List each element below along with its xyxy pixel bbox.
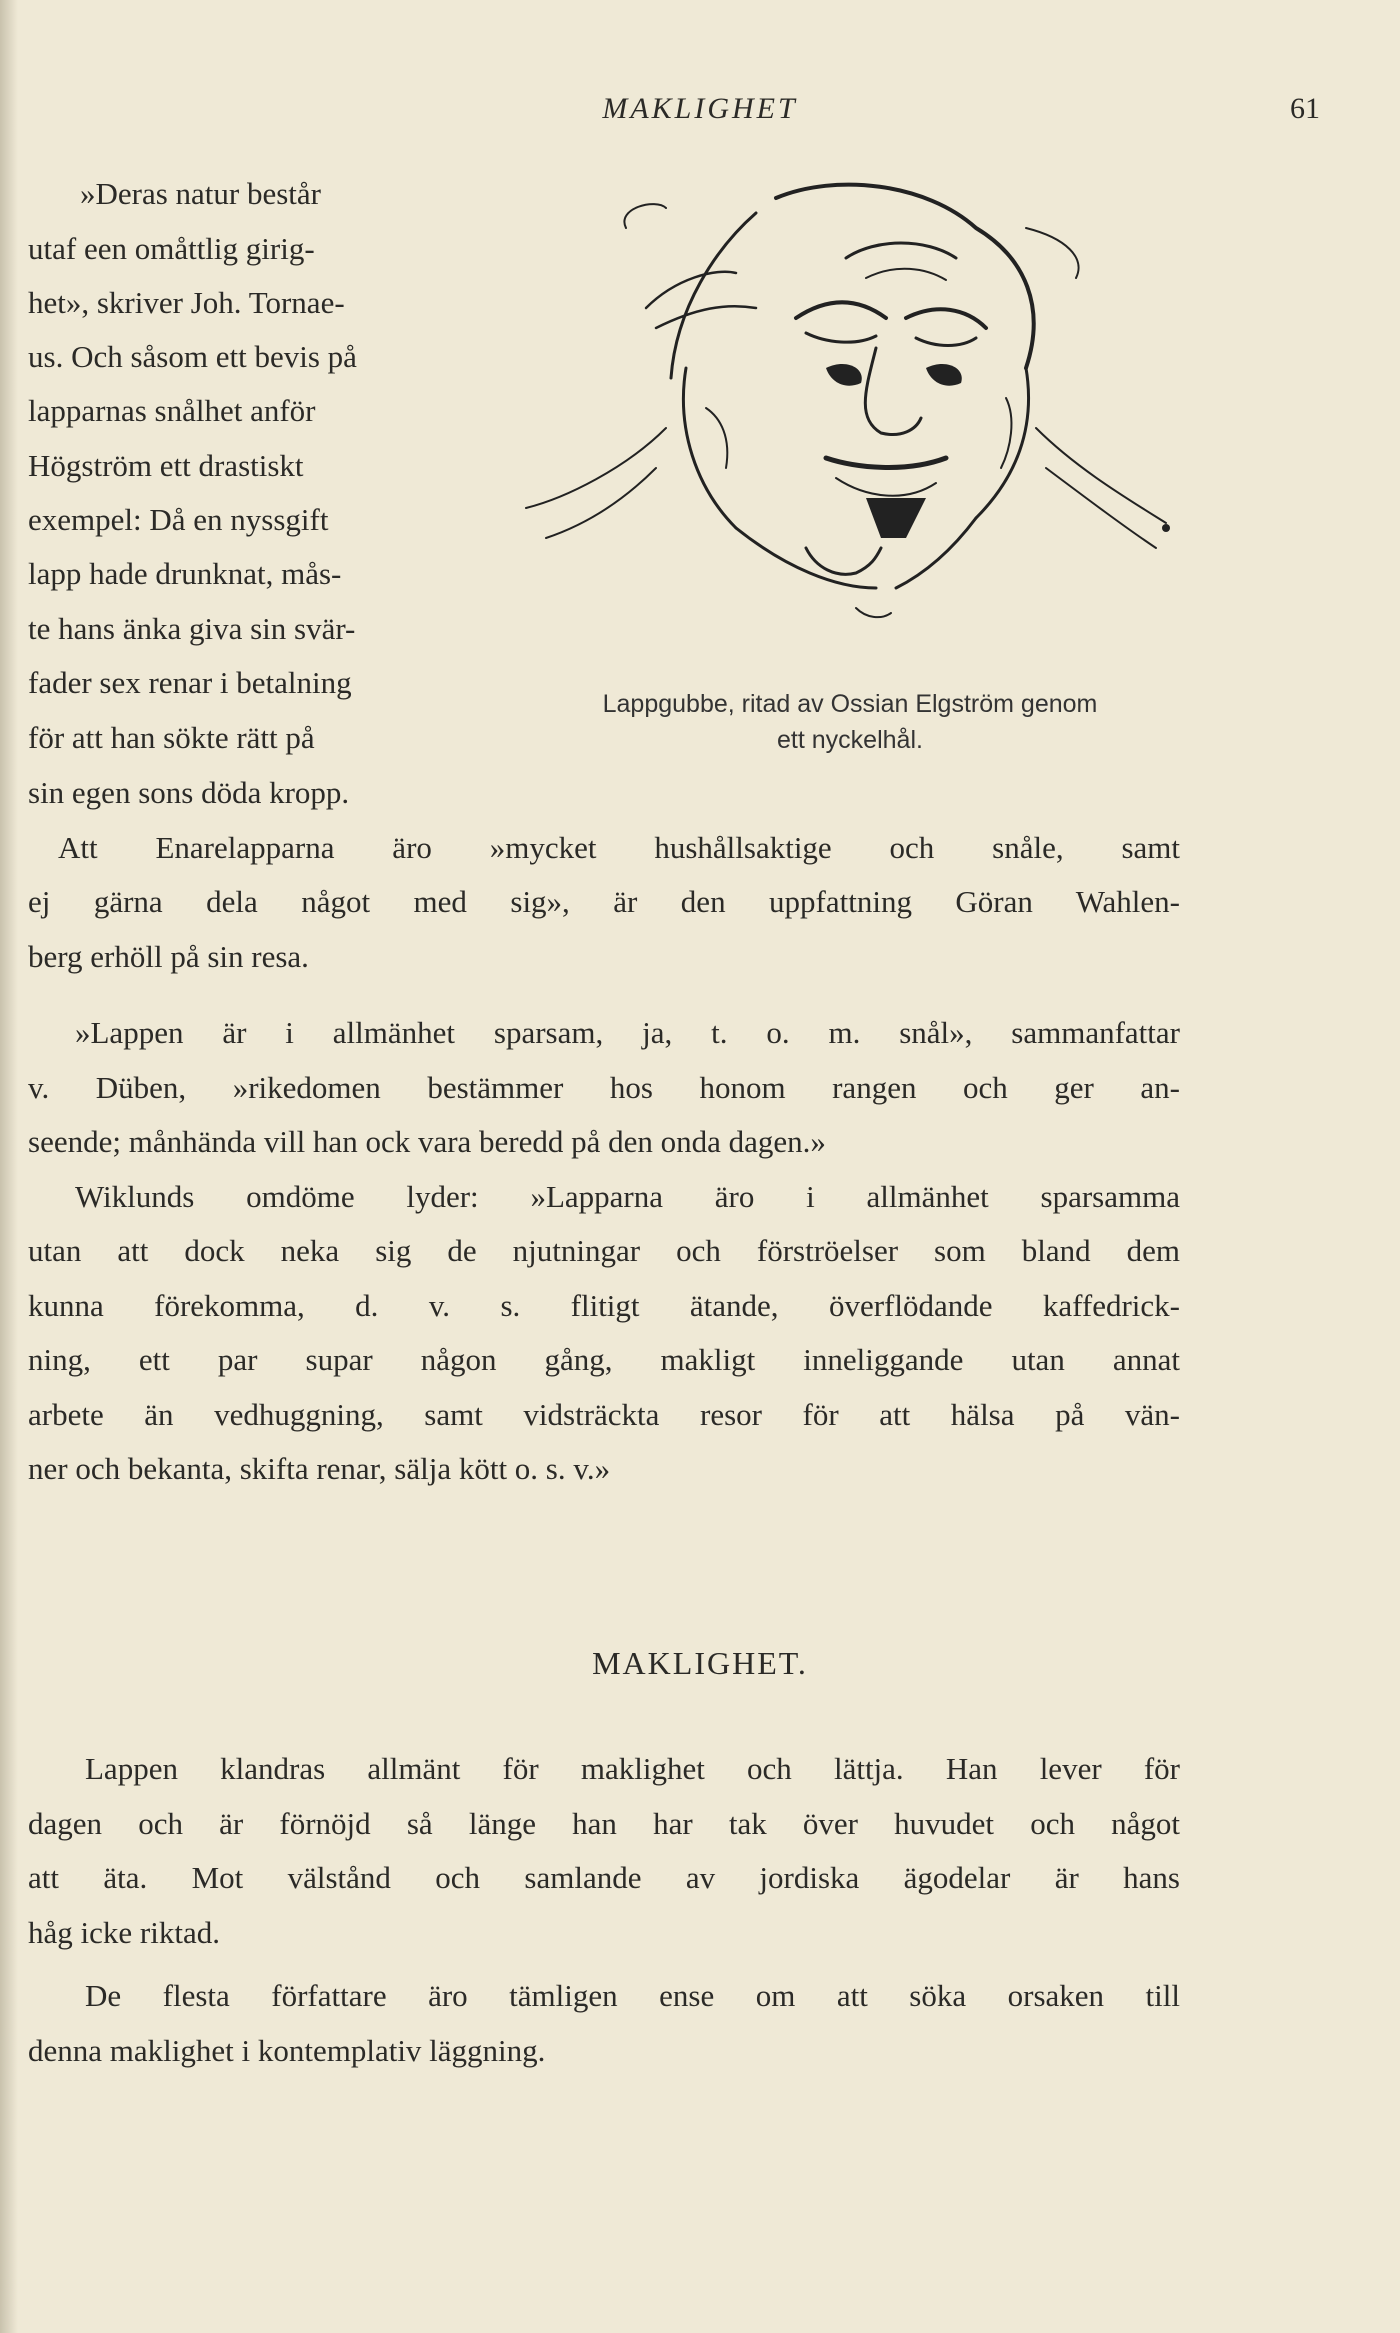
text-line: te hans änka giva sin svär- — [28, 611, 356, 646]
text-line: »Deras natur består — [80, 176, 322, 211]
text-line: håg icke riktad. — [28, 1915, 220, 1950]
text-line: utaf een omåttlig girig- — [28, 231, 315, 266]
text-line: »Lappen är i allmänhet sparsam, ja, t. o. m. snål», sammanfattar — [75, 1015, 1180, 1050]
text-line: lapp hade drunknat, mås- — [28, 556, 342, 591]
text-line: lapparnas snålhet anför — [28, 393, 316, 428]
figure-caption-continued: ett nyckelhål. — [777, 726, 923, 754]
section-heading: MAKLIGHET. — [592, 1645, 808, 1681]
text-line: exempel: Då en nyssgift — [28, 502, 329, 537]
text-line: kunna förekomma, d. v. s. flitigt ätande, överflödande kaffedrick- — [28, 1288, 1180, 1323]
page-number: 61 — [1290, 92, 1320, 125]
text-line: denna maklighet i kontemplativ läggning. — [28, 2033, 546, 2068]
text-line: ner och bekanta, skifta renar, sälja kött o. s. v.» — [28, 1451, 611, 1486]
text-line: Att Enarelapparna äro »mycket hushållsaktige och snåle, samt — [58, 830, 1180, 865]
text-line: De flesta författare äro tämligen ense om att söka orsaken till — [85, 1978, 1180, 2013]
text-line: Lappen klandras allmänt för maklighet och lättja. Han lever för — [85, 1751, 1180, 1786]
text-line: v. Düben, »rikedomen bestämmer hos honom rangen och ger an- — [28, 1070, 1180, 1105]
text-line: fader sex renar i betalning — [28, 665, 352, 700]
text-line: arbete än vedhuggning, samt vidsträckta resor för att hälsa på vän- — [28, 1397, 1180, 1432]
text-line: ej gärna dela något med sig», är den uppfattning Göran Wahlen- — [28, 884, 1180, 919]
text-line: för att han sökte rätt på — [28, 720, 315, 755]
text-line: utan att dock neka sig de njutningar och förströelser som bland dem — [28, 1233, 1180, 1268]
text-line: het», skriver Joh. Tornae- — [28, 285, 345, 320]
text-line: us. Och såsom ett bevis på — [28, 339, 357, 374]
text-line: berg erhöll på sin resa. — [28, 939, 309, 974]
text-line: Högström ett drastiskt — [28, 448, 304, 483]
portrait-illustration — [506, 168, 1186, 668]
text-line: dagen och är förnöjd så länge han har tak över huvudet och något — [28, 1806, 1180, 1841]
text-line: att äta. Mot välstånd och samlande av jordiska ägodelar är hans — [28, 1860, 1180, 1895]
text-line: Wiklunds omdöme lyder: »Lapparna äro i allmänhet sparsamma — [75, 1179, 1180, 1214]
running-title: MAKLIGHET — [602, 92, 798, 125]
figure-caption: Lappgubbe, ritad av Ossian Elgström genom — [602, 690, 1098, 718]
page-edge-shadow — [0, 0, 18, 2333]
text-line: ning, ett par supar någon gång, makligt inneliggande utan annat — [28, 1342, 1180, 1377]
text-line: sin egen sons döda kropp. — [28, 775, 350, 810]
text-line: seende; månhända vill han ock vara beredd på den onda dagen.» — [28, 1124, 826, 1159]
